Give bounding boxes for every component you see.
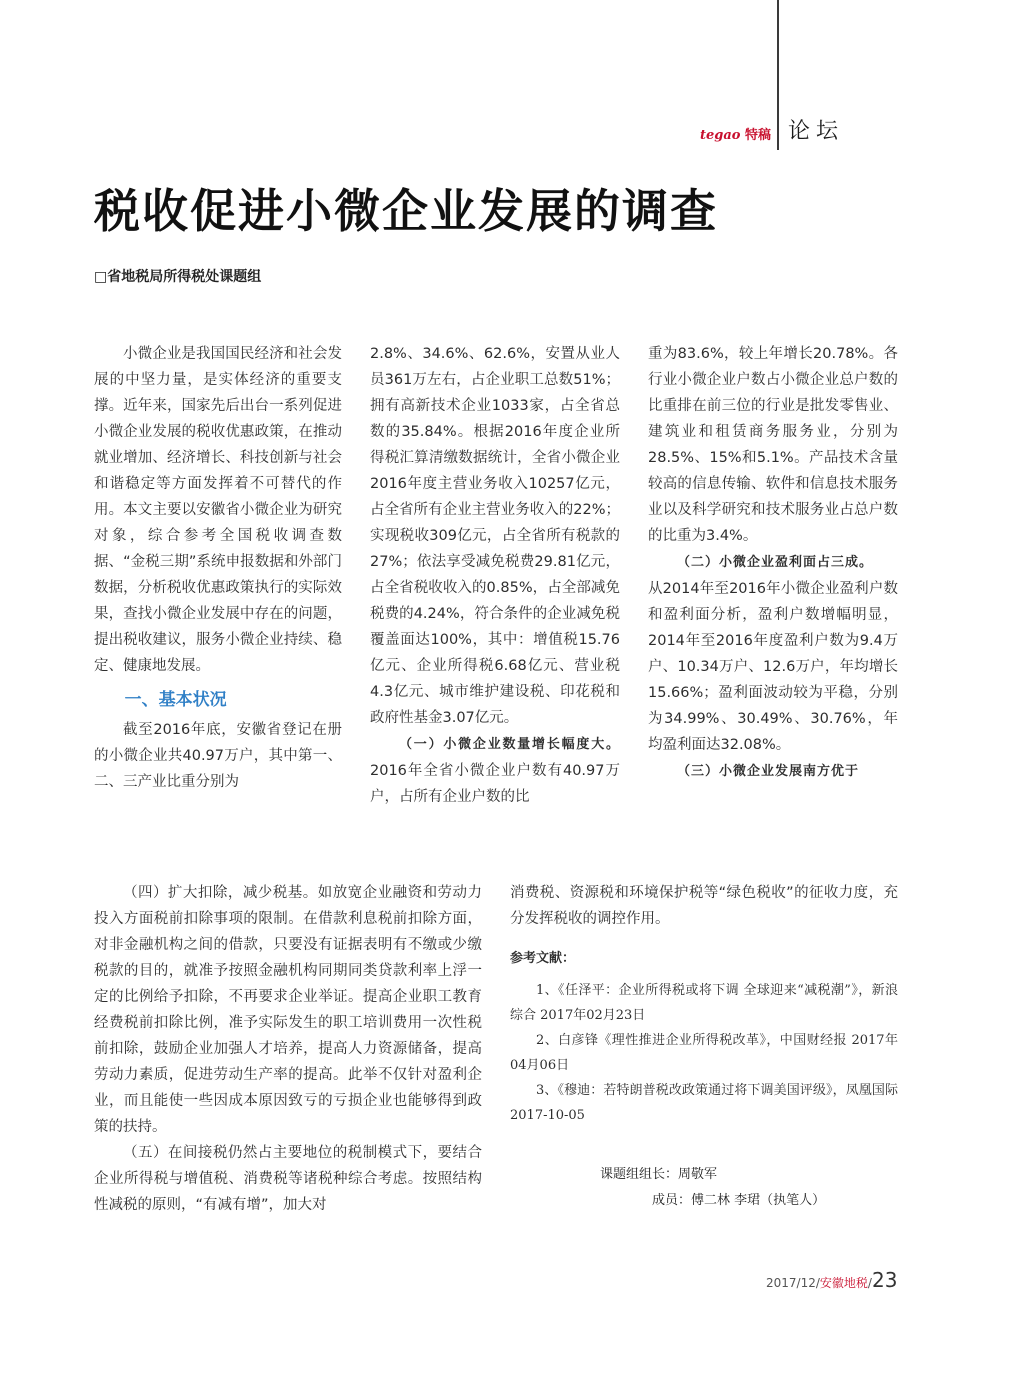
body-paragraph: 2.8%、34.6%、62.6%，安置从业人员361万左右，占企业职工总数51%；拥有高新技术企业1033家，占全省总数的35.84%。根据2016年度企业所得税汇算清缴数据统计，全省小微企业2016年度主营业务收入10257亿元，占全省所有企业主营业务收入的22%；实现税收309亿元，占全省所有税款的27%；依法享受减免税费29.81亿元，占全省税收收入的0.85%，占全部减免税费的4.24%，符合条件的企业减免税覆盖面达100%，其中：增值税15.76亿元、企业所得税6.68亿元、营业税4.3亿元、城市维护建设税、印花税和政府性基金3.07亿元。 [370,346,620,726]
body-paragraph [370,731,620,810]
intro-paragraph: 小微企业是我国国民经济和社会发展的中坚力量，是实体经济的重要支撑。近年来，国家先后出台一系列促进小微企业发展的税收优惠政策，在推动就业增加、经济增长、科技创新与社会和谐稳定等方面发挥着不可替代的作用。本文主要以安徽省小微企业为研究对象，综合参考全国税收调查数据、“金税三期”系统申报数据和外部门数据，分析税收优惠政策执行的实际效果，查找小微企业发展中存在的问题，提出税收建议，服务小微企业持续、稳定、健康地发展。 [94,346,342,674]
page-footer [766,1268,897,1292]
subheading-2: （二）小微企业盈利面占三成。 [677,555,874,570]
tag-chinese: 特稿 [745,128,772,143]
issue-date: 2017/12/ [766,1276,820,1290]
body-paragraph: 重为83.6%，较上年增长20.78%。各行业小微企业户数占小微企业总户数的比重排在前三位的行业是批发零售业、建筑业和租赁商务服务业，分别为28.5%、15%和5.1%。产品技术含量较高的信息传输、软件和信息技术服务业以及科学研究和技术服务业占总户数的比重为3.4%。 [648,346,898,544]
text-column-2 [370,341,620,810]
body-paragraph: 消费税、资源税和环境保护税等“绿色税收”的征收力度，充分发挥税收的调控作用。 [510,885,898,927]
body-paragraph: （四）扩大扣除，减少税基。如放宽企业融资和劳动力投入方面税前扣除事项的限制。在借款利息税前扣除方面，对非金融机构之间的借款，只要没有证据表明有不缴或少缴税款的目的，就准予按照金融机构同期同类贷款利率上浮一定的比例给予扣除，不再要求企业举证。提高企业职工教育经费税前扣除比例，准予实际发生的职工培训费用一次性税前扣除，鼓励企业加强人才培养，提高人力资源储备，提高劳动力素质，促进劳动生产率的提高。此举不仅针对盈利企业，而且能使一些因成本原因致亏的亏损企业也能够得到政策的扶持。 [94,885,482,1135]
body-paragraph: （五）在间接税仍然占主要地位的税制模式下，要结合企业所得税与增值税、消费税等诸税种综合考虑。按照结构性减税的原则，“有减有增”，加大对 [94,1145,482,1213]
footer-separator: / [867,1276,872,1290]
article-author: □省地税局所得税处课题组 [94,269,262,285]
tag-english: tegao [700,128,741,143]
section-heading-basic-status: 一、基本状况 [124,690,227,710]
subheading-1: （一）小微企业数量增长幅度大。 [399,737,620,752]
reference-item: 3、《穆迪：若特朗普税改政策通过将下调美国评级》，凤凰国际 2017-10-05 [510,1083,898,1123]
page-number: 23 [871,1268,898,1292]
reference-item: 2、白彦锋《理性推进企业所得税改革》，中国财经报 2017年04月06日 [510,1033,898,1073]
header-divider-line [777,0,779,150]
references-heading: 参考文献： [510,951,576,966]
body-paragraph [648,758,898,785]
group-members: 成员：傅二林 李珺（执笔人） [652,1193,826,1208]
subheading-1-text: 2016年全省小微企业户数有40.97万户，占所有企业户数的比 [370,763,620,805]
article-title: 税收促进小微企业发展的调查 [94,184,718,238]
body-paragraph: 截至2016年底，安徽省登记在册的小微企业共40.97万户，其中第一、二、三产业比重分别为 [94,722,342,790]
research-group-credits [600,1162,825,1214]
subheading-3: （三）小微企业发展南方优于 [677,764,860,779]
body-paragraph [648,549,898,576]
group-leader: 课题组组长：周敬军 [600,1167,718,1182]
text-column-3 [648,341,898,785]
body-paragraph: 从2014年至2016年小微企业盈利户数和盈利面分析，盈利户数增幅明显，2014年至2016年度盈利户数为9.4万户、10.34万户、12.6万户，年均增长15.66%；盈利面波动较为平稳，分别为34.99%、30.49%、30.76%，年均盈利面达32.08%。 [648,581,898,753]
section-label: 论坛 [788,119,845,144]
magazine-name: 安徽地税 [819,1276,868,1290]
special-feature-tag [700,124,771,143]
text-column-4 [94,880,482,1218]
reference-item: 1、《任泽平：企业所得税或将下调 全球迎来“减税潮”》，新浪综合 2017年02月23日 [510,983,898,1023]
text-column-5 [510,880,898,1128]
text-column-1 [94,341,342,795]
